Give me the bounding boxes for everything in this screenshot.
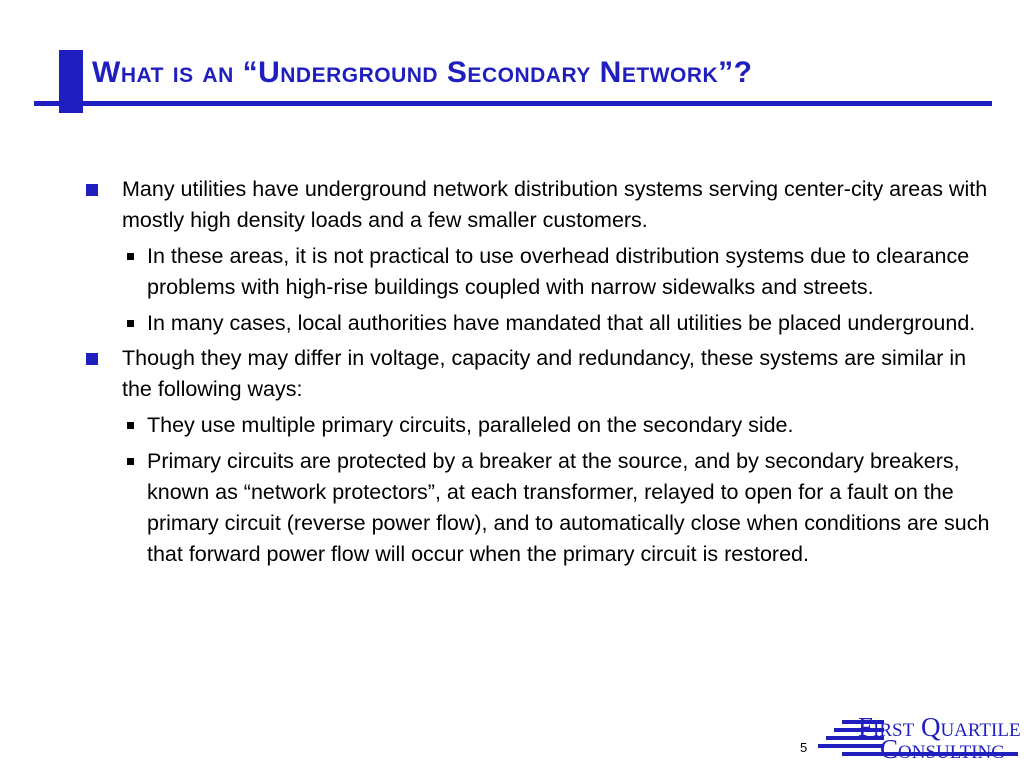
sub-bullet-text: They use multiple primary circuits, paralleled on the secondary side. bbox=[147, 413, 794, 437]
sub-bullet-item bbox=[86, 241, 996, 303]
slide-body bbox=[86, 174, 996, 570]
small-square-bullet-icon bbox=[127, 320, 134, 327]
title-underline bbox=[34, 101, 992, 106]
square-bullet-icon bbox=[86, 184, 98, 196]
logo-line-2: Consulting bbox=[880, 734, 1005, 764]
small-square-bullet-icon bbox=[127, 253, 134, 260]
page-title: What is an “Underground Secondary Network”? bbox=[92, 56, 753, 89]
small-square-bullet-icon bbox=[127, 422, 134, 429]
bullet-item bbox=[86, 343, 996, 405]
bullet-text: Many utilities have underground network distribution systems serving center-city areas with mostly high density loads and a few smaller customers. bbox=[122, 177, 988, 232]
sub-bullet-item bbox=[86, 308, 996, 339]
bullet-item bbox=[86, 174, 996, 236]
sub-bullet-item bbox=[86, 446, 996, 570]
square-bullet-icon bbox=[86, 353, 98, 365]
sub-bullet-text: In many cases, local authorities have mandated that all utilities be placed underground. bbox=[147, 311, 976, 335]
sub-bullet-text: In these areas, it is not practical to use overhead distribution systems due to clearance problems with high-rise buildings coupled with narrow sidewalks and streets. bbox=[147, 244, 970, 299]
bullet-text: Though they may differ in voltage, capacity and redundancy, these systems are similar in the following ways: bbox=[122, 346, 967, 401]
logo-line-1: First Quartile bbox=[858, 712, 1021, 742]
small-square-bullet-icon bbox=[127, 458, 134, 465]
sub-bullet-item bbox=[86, 410, 996, 441]
sub-bullet-text: Primary circuits are protected by a breaker at the source, and by secondary breakers, known as “network protectors”, at each transformer, relayed to open for a fault on the primary circuit (reverse power flow), and to automatically close when conditions are such that forward power flow will occur when the primary circuit is restored. bbox=[147, 449, 990, 566]
company-logo bbox=[818, 712, 1021, 764]
page-number: 5 bbox=[800, 740, 808, 755]
